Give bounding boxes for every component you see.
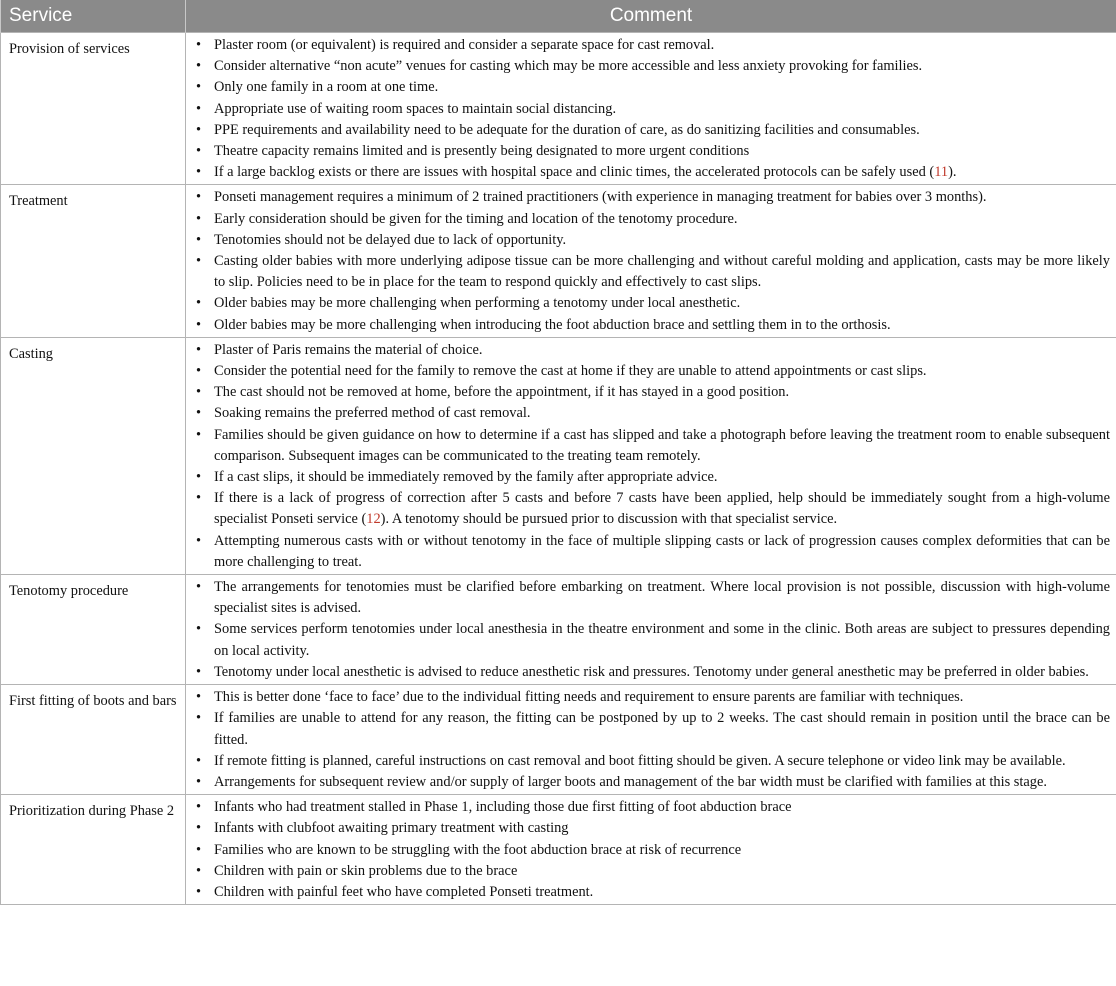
header-row xyxy=(1,0,1116,33)
list-item xyxy=(192,488,1110,530)
list-item: • If families are unable to attend for any reason, the fitting can be postponed by up to 2 weeks. The cast should remain in position until the brace can be fitted. xyxy=(192,708,1110,750)
list-item: • Arrangements for subsequent review and/or supply of larger boots and management of the bar width must be clarified with families at this stage. xyxy=(192,772,1110,793)
table-row xyxy=(1,795,1116,905)
list-item: • This is better done ‘face to face’ due to the individual fitting needs and requirement to ensure parents are familiar with techniques. xyxy=(192,687,1110,708)
list-item: • Theatre capacity remains limited and is presently being designated to more urgent conditions xyxy=(192,141,1110,162)
list-item: • Casting older babies with more underlying adipose tissue can be more challenging and without careful molding and application, casts may be more likely to slip. Policies need to be in place for the team to respond quickly and effectively to cast slips. xyxy=(192,251,1110,293)
service-cell: Treatment xyxy=(1,185,186,337)
comment-list xyxy=(192,797,1110,903)
comment-list xyxy=(192,35,1110,183)
list-item: • Only one family in a room at one time. xyxy=(192,77,1110,98)
list-item: • If remote fitting is planned, careful instructions on cast removal and boot fitting should be given. A secure telephone or video link may be available. xyxy=(192,751,1110,772)
list-item: • Families should be given guidance on how to determine if a cast has slipped and take a photograph before leaving the treatment room to enable subsequent comparison. Subsequent images can be communicated to the treating team remotely. xyxy=(192,425,1110,467)
list-item: • Children with pain or skin problems due to the brace xyxy=(192,861,1110,882)
service-column-header: Service xyxy=(1,0,186,33)
list-item: • Ponseti management requires a minimum of 2 trained practitioners (with experience in managing treatment for babies over 3 months). xyxy=(192,187,1110,208)
list-item: • If a cast slips, it should be immediately removed by the family after appropriate advice. xyxy=(192,467,1110,488)
list-item: • Some services perform tenotomies under local anesthesia in the theatre environment and some in the clinic. Both areas are subject to pressures depending on local activity. xyxy=(192,619,1110,661)
list-item: • Tenotomy under local anesthetic is advised to reduce anesthetic risk and pressures. Tenotomy under general anesthetic may be preferred in older babies. xyxy=(192,662,1110,683)
list-item: • Consider the potential need for the family to remove the cast at home if they are unable to attend appointments or cast slips. xyxy=(192,361,1110,382)
service-cell: Prioritization during Phase 2 xyxy=(1,795,186,905)
comment-list xyxy=(192,340,1110,573)
list-item: • Infants who had treatment stalled in Phase 1, including those due first fitting of foot abduction brace xyxy=(192,797,1110,818)
list-item: • Infants with clubfoot awaiting primary treatment with casting xyxy=(192,818,1110,839)
comment-list xyxy=(192,187,1110,335)
table-row xyxy=(1,185,1116,337)
list-item: • Early consideration should be given for the timing and location of the tenotomy procedure. xyxy=(192,209,1110,230)
comment-list xyxy=(192,577,1110,683)
list-item: • Older babies may be more challenging when performing a tenotomy under local anesthetic. xyxy=(192,293,1110,314)
list-item: • Soaking remains the preferred method of cast removal. xyxy=(192,403,1110,424)
list-item-text: ). A tenotomy should be pursued prior to discussion with that specialist service. xyxy=(380,511,838,528)
list-item: • Attempting numerous casts with or without tenotomy in the face of multiple slipping casts or lack of progression causes complex deformities that can be more challenging to treat. xyxy=(192,531,1110,573)
list-item: • The cast should not be removed at home, before the appointment, if it has stayed in a good position. xyxy=(192,382,1110,403)
list-item: • Plaster room (or equivalent) is required and consider a separate space for cast removal. xyxy=(192,35,1110,56)
table-row xyxy=(1,685,1116,795)
list-item: • PPE requirements and availability need to be adequate for the duration of care, as do sanitizing facilities and consumables. xyxy=(192,120,1110,141)
list-item: • Appropriate use of waiting room spaces to maintain social distancing. xyxy=(192,99,1110,120)
comment-list xyxy=(192,687,1110,793)
service-cell: First fitting of boots and bars xyxy=(1,685,186,795)
list-item: • Families who are known to be struggling with the foot abduction brace at risk of recurrence xyxy=(192,840,1110,861)
comment-cell xyxy=(186,795,1116,905)
table-row xyxy=(1,337,1116,574)
comment-cell xyxy=(186,33,1116,185)
citation-link[interactable]: 11 xyxy=(934,164,949,181)
comment-cell xyxy=(186,575,1116,685)
list-item: • The arrangements for tenotomies must be clarified before embarking on treatment. Where local provision is not possible, discussion with high-volume specialist sites is advised. xyxy=(192,577,1110,619)
comment-cell xyxy=(186,185,1116,337)
list-item-text: If a large backlog exists or there are issues with hospital space and clinic times, the accelerated protocols can be safely used ( xyxy=(214,164,935,181)
table-row xyxy=(1,33,1116,185)
list-item: • Tenotomies should not be delayed due to lack of opportunity. xyxy=(192,230,1110,251)
service-cell: Casting xyxy=(1,337,186,574)
list-item: • Older babies may be more challenging when introducing the foot abduction brace and settling them in to the orthosis. xyxy=(192,315,1110,336)
list-item-text: If there is a lack of progress of correction after 5 casts and before 7 casts have been applied, help should be immediately sought from a high-volume specialist Ponseti service ( xyxy=(214,490,1110,528)
service-cell: Tenotomy procedure xyxy=(1,575,186,685)
list-item xyxy=(192,162,1110,183)
table-row xyxy=(1,575,1116,685)
list-item: • Children with painful feet who have completed Ponseti treatment. xyxy=(192,882,1110,903)
comment-cell xyxy=(186,685,1116,795)
citation-link[interactable]: 12 xyxy=(366,511,381,528)
list-item-text: ). xyxy=(948,164,957,181)
list-item: • Plaster of Paris remains the material of choice. xyxy=(192,340,1110,361)
list-item: • Consider alternative “non acute” venues for casting which may be more accessible and less anxiety provoking for families. xyxy=(192,56,1110,77)
service-cell: Provision of services xyxy=(1,33,186,185)
comment-column-header: Comment xyxy=(186,0,1116,33)
comment-cell xyxy=(186,337,1116,574)
